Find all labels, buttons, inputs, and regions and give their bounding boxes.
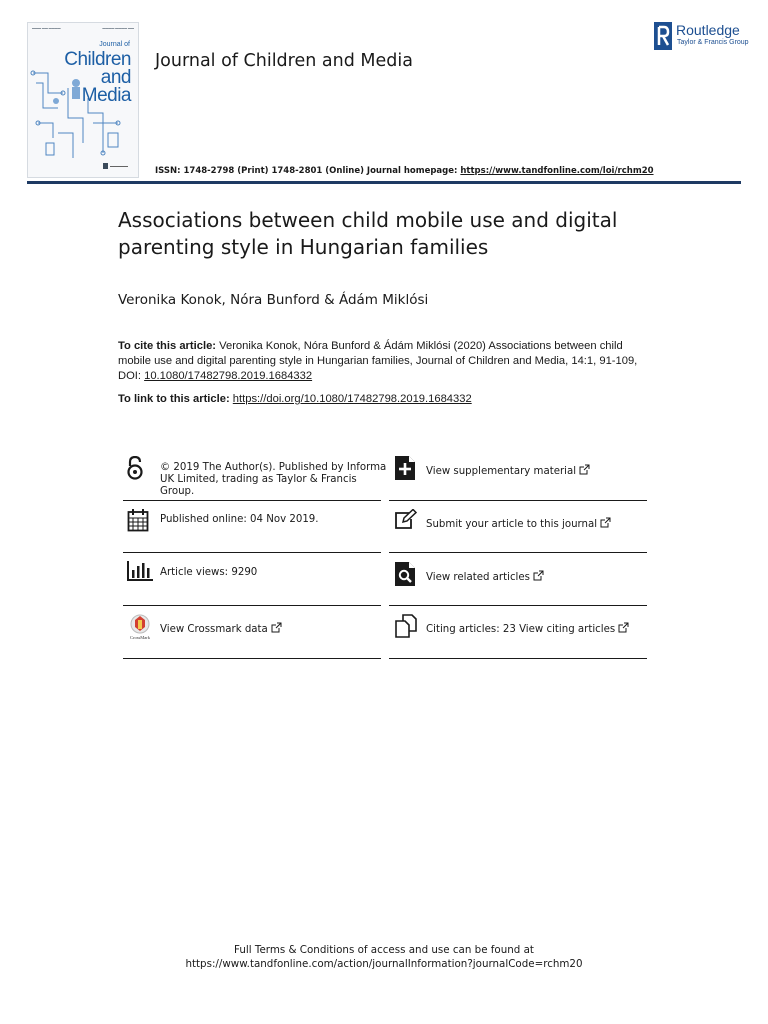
- publisher-name: Routledge: [676, 22, 740, 38]
- view-supplementary-link[interactable]: View supplementary material: [426, 464, 590, 478]
- external-link-icon: [600, 517, 611, 528]
- issn-text: ISSN: 1748-2798 (Print) 1748-2801 (Online) Journal homepage:: [155, 166, 461, 176]
- submit-article-link[interactable]: Submit your article to this journal: [426, 517, 611, 531]
- journal-title[interactable]: Journal of Children and Media: [155, 51, 413, 71]
- publisher-subtitle: Taylor & Francis Group: [677, 39, 749, 46]
- article-link-label: To link to this article:: [118, 393, 233, 405]
- citation-label: To cite this article:: [118, 340, 217, 352]
- grid-rule: [389, 658, 647, 659]
- grid-rule: [123, 552, 381, 553]
- external-link-icon: [579, 464, 590, 475]
- article-doi-url-link[interactable]: https://doi.org/10.1080/17482798.2019.1684332: [232, 393, 472, 405]
- external-link-icon: [618, 622, 629, 633]
- article-authors: Veronika Konok, Nóra Bunford & Ádám Miklósi: [118, 292, 429, 308]
- grid-rule: [123, 605, 381, 606]
- article-views: Article views: 9290: [160, 567, 258, 578]
- supplementary-file-icon: [395, 456, 415, 480]
- view-related-articles-link[interactable]: View related articles: [426, 570, 544, 584]
- cover-title-and: and: [100, 67, 131, 88]
- view-crossmark-link[interactable]: View Crossmark data: [160, 622, 282, 636]
- citing-articles-icon: [395, 614, 417, 638]
- bar-chart-icon: [127, 561, 153, 581]
- grid-rule: [123, 658, 381, 659]
- grid-rule: [389, 552, 647, 553]
- calendar-icon: [127, 508, 149, 532]
- citation-doi-link[interactable]: 10.1080/17482798.2019.1684332: [144, 370, 313, 382]
- citation-block: [118, 339, 658, 384]
- related-articles-search-icon: [395, 562, 415, 586]
- external-link-icon: [533, 570, 544, 581]
- grid-rule: [389, 500, 647, 501]
- citing-articles-link[interactable]: Citing articles: 23 View citing articles: [426, 622, 629, 636]
- journal-cover-image: ▬▬▬ ▬▬ ▬▬▬▬ ▬▬▬▬ ▬▬▬▬ ▬▬ Journal of Children and Media ▬▬▬▬▬▬: [27, 22, 139, 178]
- submit-edit-icon: [395, 509, 417, 529]
- external-link-icon: [271, 622, 282, 633]
- crossmark-icon: [127, 614, 153, 640]
- terms-footer-url[interactable]: https://www.tandfonline.com/action/journalInformation?journalCode=rchm20: [185, 958, 583, 970]
- open-access-icon: [126, 456, 144, 480]
- grid-rule: [389, 605, 647, 606]
- svg-text:CrossMark: CrossMark: [130, 635, 150, 640]
- grid-rule: [123, 500, 381, 501]
- cover-journal-of: Journal of: [99, 41, 130, 48]
- header-divider: [27, 181, 741, 184]
- cover-title-media: Media: [81, 85, 131, 106]
- open-access-statement: © 2019 The Author(s). Published by Informa UK Limited, trading as Taylor & Francis Group.: [160, 462, 387, 497]
- article-link-line: [118, 393, 472, 405]
- terms-footer-text: Full Terms & Conditions of access and use can be found at: [234, 944, 534, 956]
- citation-text: Veronika Konok, Nóra Bunford & Ádám Miklósi (2020) Associations between child mobile use and digital parenting style in Hungarian families, Journal of Children and Media, 14:1, 91-109, DOI:: [118, 340, 638, 382]
- issn-line: [155, 166, 654, 176]
- journal-homepage-link[interactable]: https://www.tandfonline.com/loi/rchm20: [460, 166, 654, 176]
- published-online-date: Published online: 04 Nov 2019.: [160, 514, 319, 525]
- routledge-logo-icon: [654, 22, 672, 50]
- terms-footer: [0, 943, 768, 971]
- article-title: Associations between child mobile use and digital parenting style in Hungarian families: [118, 208, 618, 259]
- cover-publisher-mark: [103, 163, 108, 169]
- cover-title-children: Children: [64, 49, 131, 70]
